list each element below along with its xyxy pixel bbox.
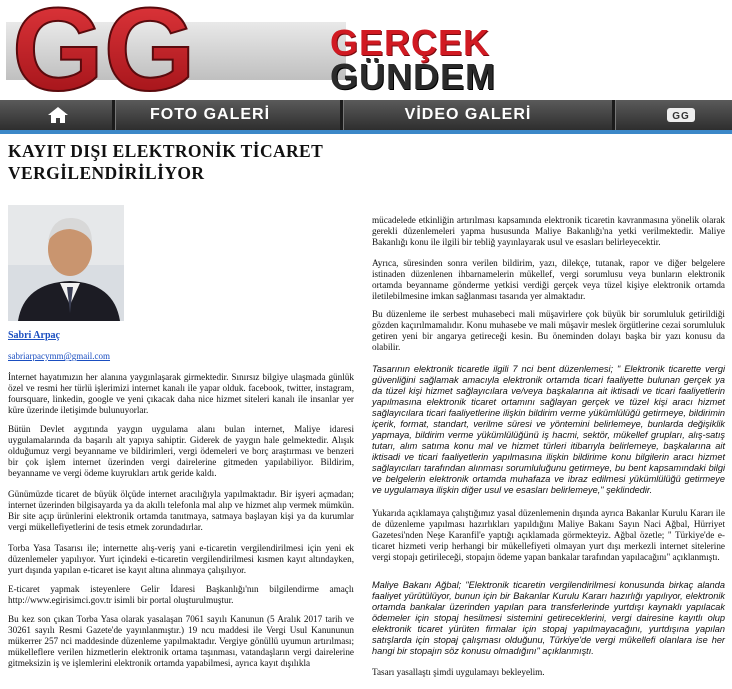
paragraph: Ayrıca, süresinden sonra verilen bildirim, yazı, dilekçe, tutanak, rapor ve diğer belgelere istinaden düzenlenen ihbarnamelerin mükellef, vergi sorumlusu veya bunların elektronik ortamda beyanname gönderme yetkisi verdiği gerçek veya tüzel kişiye elektronik ortamda iletilebilmesine imkan sağlanması tasarıda yer almaktadır.	[372, 258, 725, 301]
paragraph: Bu kez son çıkan Torba Yasa olarak yasalaşan 7061 sayılı Kanunun (5 Aralık 2017 tarih ve 30261 sayılı Resmi Gazete'de yayınlanmıştır.) 19 ncu maddesi ile Vergi Usul Kanununun mükerrer 257 nci maddesinde düzenleme yapılmaktadır. Vergiye gönüllü uyumun artırılması; mükelleflere verilen hizmetlerin elektronik ortama taşınması, vatandaşların vergi dairelerine gitmeksizin iş ve işlemlerini elektronik ortamda yapabilmesi, ayrıca kayıt dışılıkla	[8, 614, 354, 668]
nav-gg-button[interactable]	[636, 100, 726, 130]
nav-divider	[112, 100, 115, 130]
paragraph: E-ticaret yapmak isteyenlere Gelir İdaresi Başkanlığı'nın bilgilendirme amaçlı http://www.egirisimci.gov.tr isimli bir portal oluşturulmuştur.	[8, 584, 354, 605]
paragraph: Yukarıda açıklamaya çalıştığımız yasal düzenlemenin dışında ayrıca Bakanlar Kurulu Kararı ile de düzenleme yapılması hazırlıkları yapıldığını Maliye Bakanı Sayın Naci Ağbal, Hürriyet Gazetesi'nden Neşe Karanfil'e yaptığı açıklamada görmekteyiz. Ağbal özetle; " Türkiye'de e-ticaret hizmeti verip herhangi bir mükellefiyeti olmayan yurt dışı merkezli internet sitelerine vergi stopajı getirileceği, stopajın ödeme yapan bankalar tarafından yapılacağını" açıklanmıştı.	[372, 508, 725, 562]
nav-video-gallery[interactable]: VİDEO GALERİ	[404, 106, 532, 123]
paragraph: Günümüzde ticaret de büyük ölçüde internet aracılığıyla yapılmaktadır. Bir işyeri açmadan; internet üzerinden bilgisayarda ya da akıllı telefonla mal alıp ve hizmet alıp vermek mümkün. Bir site açıp ürünlerini elektronik ortamda tanıtmaya, satmaya başlayan kişi ya da kurumlar vergi mükellefiyetlerini de tesis etmek zorundadırlar.	[8, 489, 354, 532]
article-title: KAYIT DIŞI ELEKTRONİK TİCARET VERGİLENDİRİLİYOR	[8, 141, 323, 183]
masthead	[0, 0, 732, 100]
svg-text:GG: GG	[12, 2, 196, 98]
paragraph: İnternet hayatımızın her alanına yaygınlaşarak girmektedir. Sınırsız bilgiye ulaşmada günlük özel ve resmi her türlü işlerimizi internet kanalı ile yapar olduk. facebook, twitter, instagram, foursquare, linkedin, google ve yeni çıkacak daha nice hizmet siteleri kanalı ile insanlar yer küre üzerinde iletişimde bulunuyorlar.	[8, 372, 354, 415]
paragraph: mücadelede etkinliğin artırılması kapsamında elektronik ticaretin kavranmasına yönelik olarak gerekli düzenlemeleri yapma hususunda Maliye Bakanlığı'na yetki verilmektedir. Maliye Bakanlığı konu ile ilgili bir tebliğ yayınlayarak usul ve esasları belirleyecektir.	[372, 215, 725, 247]
paragraph: Bu düzenleme ile serbest muhasebeci mali müşavirlere çok büyük bir sorumluluk getirildiği gözden kaçırılmamalıdır. Konu muhasebe ve mali müşavir meslek örgütlerine cezai sorumluluk getiren yeni bir angarya getireceği kesin. Bu öneminden dolayı başka bir yazı konusu da olabilir.	[372, 309, 725, 352]
author-email-link[interactable]: sabriarpacymm@gmail.com	[8, 351, 111, 361]
nav-divider	[340, 100, 343, 130]
paragraph: Maliye Bakanı Ağbal; "Elektronik ticaretin vergilendirilmesi konusunda birkaç alanda faaliyet yürütülüyor, bunun için bir Bakanlar Kurulu Kararı hazırlığı yapılıyor, elektronik ortamda bankalar üzerinden yapılan para transferlerinde yurtdışı kaynaklı yapılacak ödemeler için stopaj hesilmesi sistemini getireceklerini, vergi dairesine kayıtlı olup elektronik ticaret yürüten firmalar için stopaj yapılmayacağını, yurtdışına yapılan satışlarda için stopaj çalışması olduğunu, Türkiye'de vergi mükellefi olanlara ise her hangi bir stopajın söz konusu olmadığını" açıklanmıştı.	[372, 580, 725, 656]
author-link[interactable]: Sabri Arpaç	[8, 330, 60, 341]
nav-photo-gallery[interactable]: FOTO GALERİ	[149, 106, 271, 123]
nav-home-button[interactable]	[8, 100, 108, 130]
gg-icon	[666, 106, 696, 124]
paragraph: Bütün Devlet aygıtında yaygın uygulama alanı bulan internet, Maliye idaresi uygulamalarında da başarılı alt yapıya sahiptir. Giderek de yaygın hale gelmektedir. Alışık olduğumuz vergi beyanname ve bildirimleri, vergi ödemeleri ve borç araştırması ve benzeri bir çok işlem internet üzerinden vergi dairelerine gitmeden yapılabiliyor. Bildirim, beyanname ve vergi ödeme kuyrukları artık geride kaldı.	[8, 424, 354, 478]
main-navigation	[0, 100, 732, 134]
svg-text:GG: GG	[672, 111, 690, 122]
logo-gg[interactable]	[6, 2, 346, 98]
paragraph: Torba Yasa Tasarısı ile; internette alış-veriş yani e-ticaretin vergilendirilmesi için yeni ek düzenlemeler yapılıyor. Yurt içindeki e-ticaretin vergilendirilmesi kısmen kayıt altındayken, yurt dışında yapılan e-ticaret ise kayıt altına alınmaya çalışılıyor.	[8, 543, 354, 575]
brand-line-1: GERÇEK	[330, 22, 491, 63]
paragraph: Tasarının elektronik ticaretle ilgili 7 nci bent düzenlemesi; " Elektronik ticarette vergi güvenliğini sağlamak amacıyla elektronik ortamda ticari faaliyette bulunan gerçek ya da tüzel kişi hizmet sağlayıcılara ve/veya başkalarına ait iktisadi ve ticari faaliyetlerin yapılmasına elektronik ticaret ortamını sağlayan gerçek ve tüzel kişi aracı hizmet sağlayıcılara ticari faaliyetlerine ilişkin bildirim verme yükümlülüğü getirmeye, bildirimin içerik, format, standart, verilme süresi ve yöntemini belirlemeye, bunlarda değişiklik yapmaya, bildirim verme yükümlülüğünü iş hacmi, sektör, mükellef grupları, alış-satış tutarı, alım satıma konu mal ve hizmet türleri itibarıyla belirlemeye, başkalarına ait iktisadi ve ticari faaliyetlerin yapılmasına ilişkin bildirime konu bilgilerin aracı hizmet sağlayıcıları tarafından alınması sorumluluğunu getirmeye, bu bent kapsamındaki bilgi ve belgelerin elektronik ortamda muhafaza ve ibraz edilmesi yükümlülüğü getirmeye ve uygulamaya ilişkin diğer usul ve esasları belirlemeye," şeklindedir.	[372, 364, 725, 495]
paragraph: Tasarı yasallaştı şimdi uygulamayı bekleyelim.	[372, 667, 545, 677]
brand-line-2: GÜNDEM	[330, 56, 496, 97]
home-icon	[47, 106, 69, 124]
author-photo	[8, 205, 124, 321]
nav-divider	[612, 100, 615, 130]
